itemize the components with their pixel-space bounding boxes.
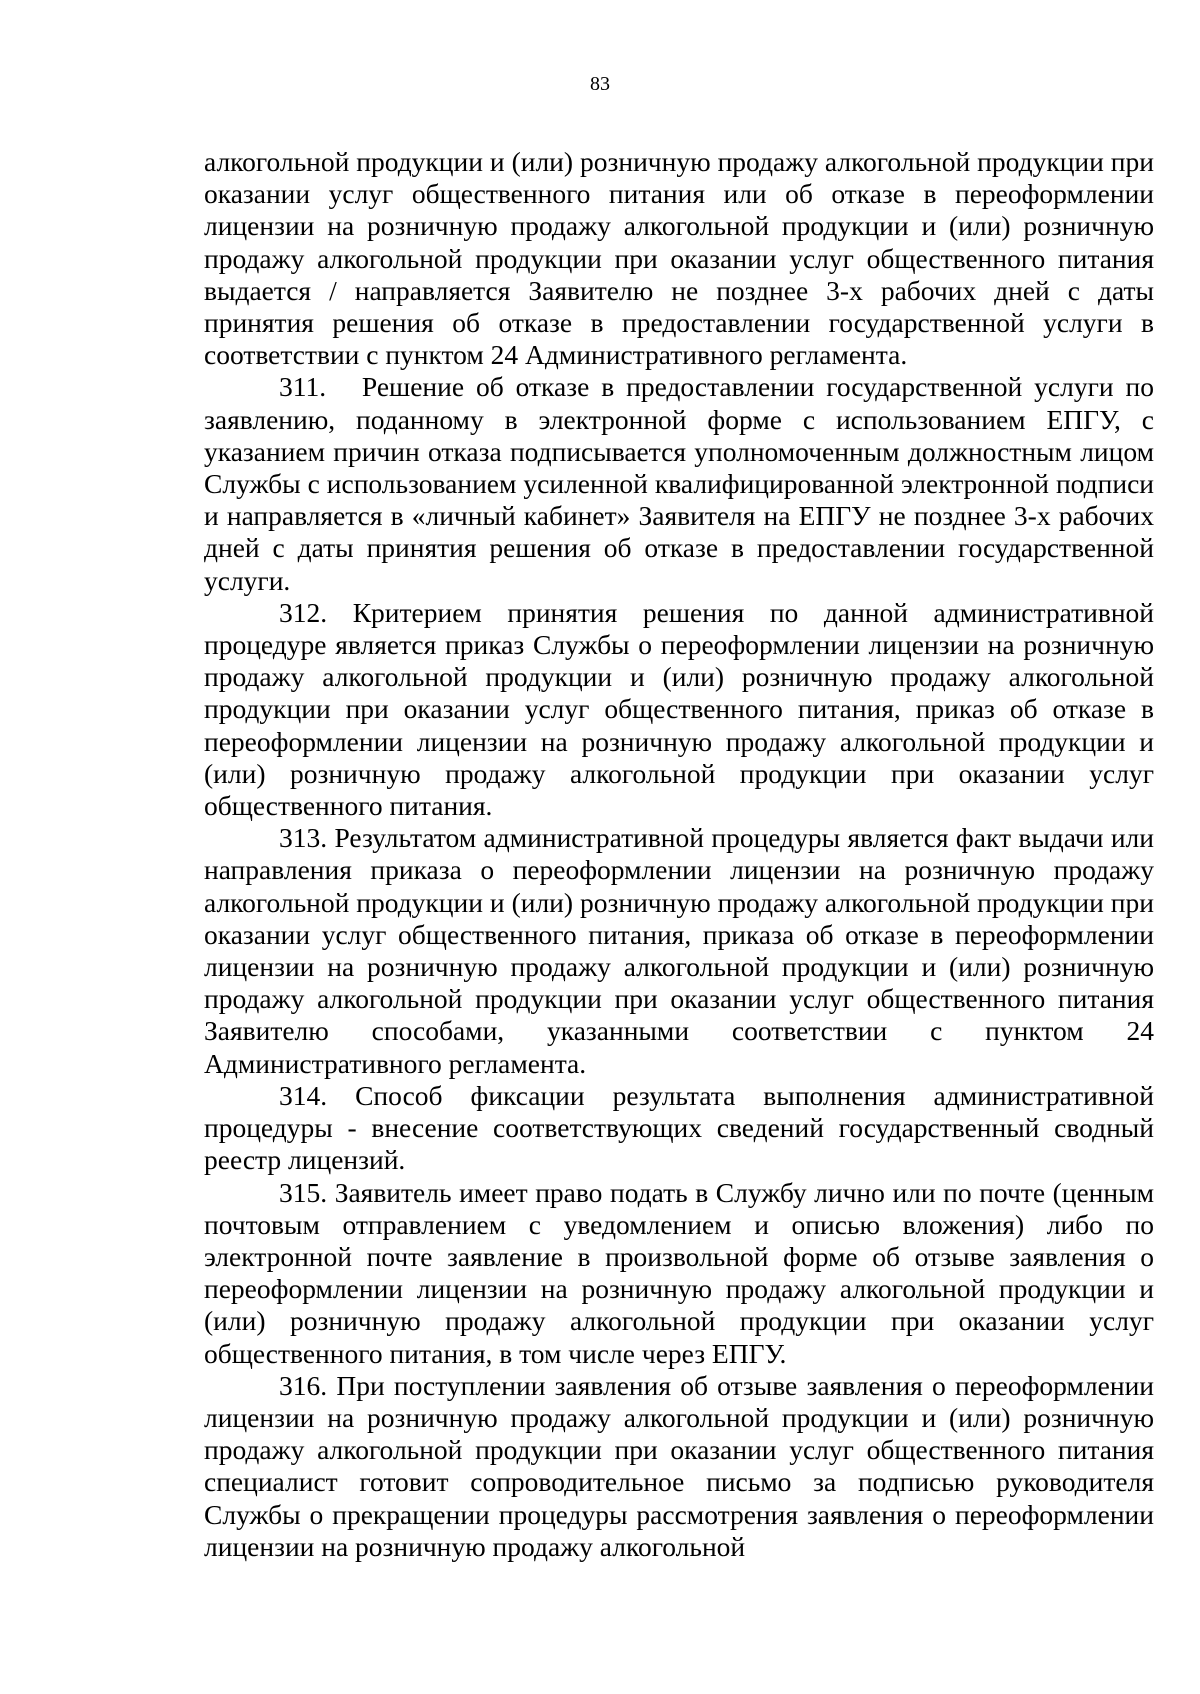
paragraph-315: 315. Заявитель имеет право подать в Службу лично или по почте (ценным почтовым отправлением с уведомлением и описью вложения) либо по электронной почте заявление в произвольной форме об отзыве заявления о переоформлении лицензии на розничную продажу алкогольной продукции и (или) розничную продажу алкогольной продукции при оказании услуг общественного питания, в том числе через ЕПГУ. [204,1176,1154,1369]
paragraph-312: 312. Критерием принятия решения по данной административной процедуре является приказ Службы о переоформлении лицензии на розничную продажу алкогольной продукции и (или) розничную продажу алкогольной продукции при оказании услуг общественного питания, приказ об отказе в переоформлении лицензии на розничную продажу алкогольной продукции и (или) розничную продажу алкогольной продукции при оказании услуг общественного питания. [204,596,1154,822]
page-number: 83 [590,73,610,95]
document-body [204,146,1161,1563]
paragraph-316: 316. При поступлении заявления об отзыве заявления о переоформлении лицензии на розничную продажу алкогольной продукции и (или) розничную продажу алкогольной продукции при оказании услуг общественного питания специалист готовит сопроводительное письмо за подписью руководителя Службы о прекращении процедуры рассмотрения заявления о переоформлении лицензии на розничную продажу алкогольной [204,1369,1154,1562]
paragraph-314: 314. Способ фиксации результата выполнения административной процедуры - внесение соответствующих сведений государственный сводный реестр лицензий. [204,1079,1154,1176]
paragraph-continuation: алкогольной продукции и (или) розничную продажу алкогольной продукции при оказании услуг общественного питания или об отказе в переоформлении лицензии на розничную продажу алкогольной продукции и (или) розничную продажу алкогольной продукции при оказании услуг общественного питания выдается / направляется Заявителю не позднее 3-х рабочих дней с даты принятия решения об отказе в предоставлении государственной услуги в соответствии с пунктом 24 Административного регламента. [204,146,1154,371]
paragraph-311: 311. Решение об отказе в предоставлении государственной услуги по заявлению, поданному в электронной форме с использованием ЕПГУ, с указанием причин отказа подписывается уполномоченным должностным лицом Службы с использованием усиленной квалифицированной электронной подписи и направляется в «личный кабинет» Заявителя на ЕПГУ не позднее 3-х рабочих дней с даты принятия решения об отказе в предоставлении государственной услуги. [204,371,1161,596]
paragraph-313: 313. Результатом административной процедуры является факт выдачи или направления приказа о переоформлении лицензии на розничную продажу алкогольной продукции и (или) розничную продажу алкогольной продукции при оказании услуг общественного питания, приказа об отказе в переоформлении лицензии на розничную продажу алкогольной продукции и (или) розничную продажу алкогольной продукции при оказании услуг общественного питания Заявителю способами, указанными соответствии с пунктом 24 Административного регламента. [204,822,1154,1079]
